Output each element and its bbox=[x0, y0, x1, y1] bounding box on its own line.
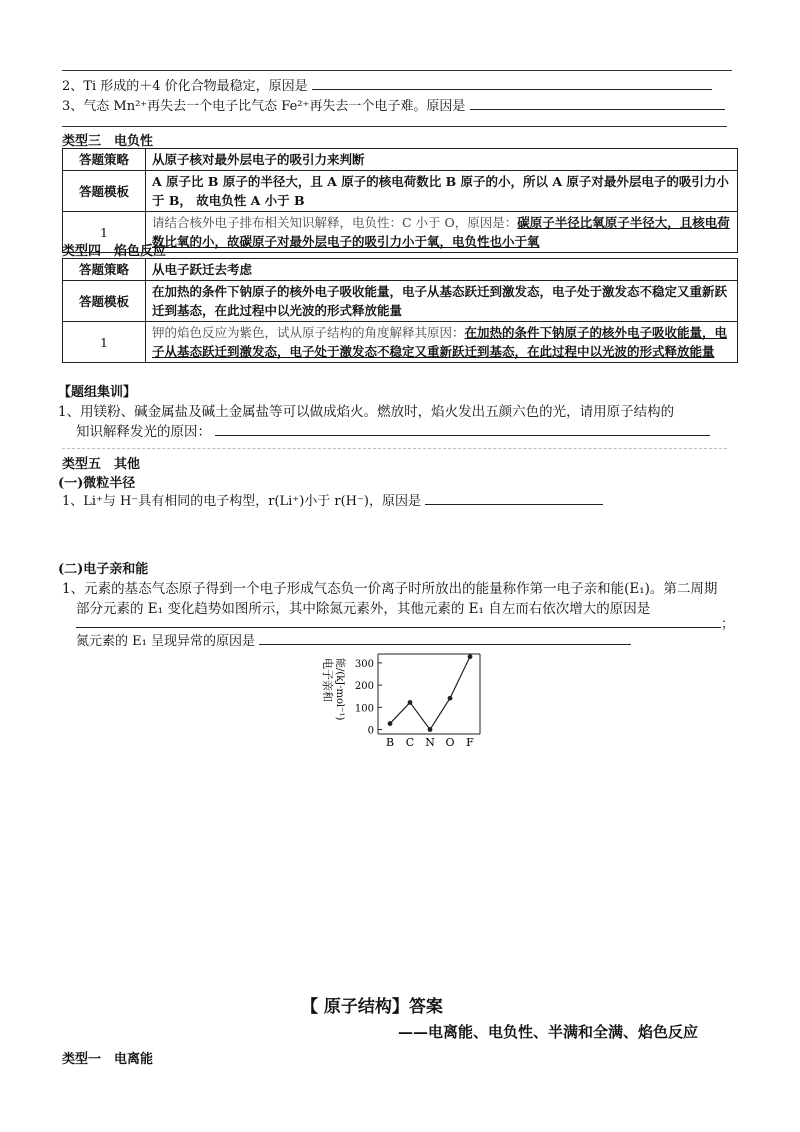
data-point-C bbox=[408, 700, 413, 705]
data-point-N bbox=[428, 727, 433, 732]
sub2-question-line4 bbox=[76, 630, 631, 649]
x-tick-label: B bbox=[385, 736, 395, 748]
question-number: 1 bbox=[63, 212, 146, 253]
answer-blank[interactable] bbox=[259, 644, 631, 645]
template-label: 答题模板 bbox=[63, 171, 146, 212]
answer-blank[interactable] bbox=[215, 435, 710, 436]
sub1-title: (一)微粒半径 bbox=[58, 476, 136, 491]
question-2-text: 2、Ti 形成的＋4 价化合物最稳定，原因是 bbox=[62, 79, 308, 94]
answer-blank[interactable] bbox=[76, 627, 721, 628]
question-3-text: 3、气态 Mn²⁺再失去一个电子比气态 Fe²⁺再失去一个电子难。原因是 bbox=[62, 99, 466, 114]
strategy-text: 从原子核对最外层电子的吸引力来判断 bbox=[146, 149, 738, 171]
question-cell bbox=[146, 212, 738, 253]
sub1-question-text: 1、Li⁺与 H⁻具有相同的电子构型，r(Li⁺)小于 r(H⁻)，原因是 bbox=[62, 494, 421, 509]
y-axis-label-line2: 能/(kJ·mol⁻¹) bbox=[334, 658, 345, 721]
y-tick-label: 300 bbox=[354, 658, 374, 670]
y-axis-label-line1: 电子亲和 bbox=[321, 658, 334, 702]
semicolon: ； bbox=[721, 617, 735, 632]
y-tick-label: 0 bbox=[367, 725, 374, 737]
data-point-O bbox=[448, 696, 453, 701]
series-line bbox=[390, 657, 470, 730]
y-tick-label: 200 bbox=[354, 681, 374, 693]
training-q1-line2-wrap bbox=[76, 420, 710, 440]
sub1-question bbox=[62, 490, 603, 509]
y-tick-label: 100 bbox=[354, 703, 374, 715]
question-3 bbox=[62, 95, 725, 114]
strategy-label: 答题策略 bbox=[63, 149, 146, 171]
question-text: 请结合核外电子排布相关知识解释，电负性：C 小于 O，原因是： bbox=[152, 215, 518, 230]
answer-text: 在加热的条件下钠原子的核外电子吸收能量，电子从基态跃迁到激发态，电子处于激发态不稳定又重新跃迁到基态，在此过程中以光波的形式释放能量 bbox=[152, 325, 728, 359]
x-tick-label: C bbox=[405, 736, 415, 748]
question-cell bbox=[146, 322, 738, 363]
strategy-label: 答题策略 bbox=[63, 259, 146, 281]
answer-text: 碳原子半径比氧原子半径大，且核电荷数比氧的小，故碳原子对最外层电子的吸引力小于氧，电负性也小于氧 bbox=[152, 215, 730, 249]
answer-blank-line bbox=[62, 70, 732, 71]
question-text: 钾的焰色反应为紫色，试从原子结构的角度解释其原因： bbox=[152, 325, 465, 340]
training-q1-line1: 1、用镁粉、碱金属盐及碱土金属盐等可以做成焰火。燃放时，焰火发出五颜六色的光，请用原子结构的 bbox=[58, 404, 675, 420]
x-tick-label: F bbox=[466, 736, 474, 748]
data-point-F bbox=[468, 654, 473, 659]
sub2-question-line4-text: 氮元素的 E₁ 呈现异常的原因是 bbox=[76, 634, 255, 649]
electron-affinity-chart bbox=[310, 648, 490, 748]
training-title: 【题组集训】 bbox=[58, 385, 137, 400]
x-tick-label: O bbox=[445, 736, 455, 748]
training-q1-line2: 知识解释发光的原因： bbox=[76, 424, 211, 440]
template-text: A 原子比 B 原子的半径大，且 A 原子的核电荷数比 B 原子的小，所以 A 原子对最外层电子的吸引力小于 B， 故电负性 A 小于 B bbox=[146, 171, 738, 212]
x-tick-label: N bbox=[425, 736, 435, 748]
type4-table bbox=[62, 258, 738, 363]
y-axis-label bbox=[321, 658, 347, 721]
type3-title: 类型三 电负性 bbox=[62, 134, 154, 149]
answer-subtitle: ——电离能、电负性、半满和全满、焰色反应 bbox=[398, 1023, 699, 1041]
answer-title: 【 原子结构】答案 bbox=[301, 997, 443, 1017]
data-point-B bbox=[388, 721, 393, 726]
strategy-text: 从电子跃迁去考虑 bbox=[146, 259, 738, 281]
answer-blank[interactable] bbox=[470, 109, 725, 110]
type5-title: 类型五 其他 bbox=[62, 457, 141, 472]
sub2-question-line1: 1、元素的基态气态原子得到一个电子形成气态负一价离子时所放出的能量称作第一电子亲和能(E₁)。第二周期 bbox=[62, 581, 718, 597]
answer-type1-title: 类型一 电离能 bbox=[62, 1052, 154, 1067]
dotted-divider bbox=[62, 448, 727, 449]
template-label: 答题模板 bbox=[63, 281, 146, 322]
template-text: 在加热的条件下钠原子的核外电子吸收能量，电子从基态跃迁到激发态，电子处于激发态不稳定又重新跃迁到基态，在此过程中以光波的形式释放能量 bbox=[146, 281, 738, 322]
question-2 bbox=[62, 75, 712, 94]
question-number: 1 bbox=[63, 322, 146, 363]
answer-blank[interactable] bbox=[425, 504, 603, 505]
type4-title: 类型四 焰色反应 bbox=[62, 244, 167, 259]
answer-blank[interactable] bbox=[312, 89, 712, 90]
type3-table bbox=[62, 148, 738, 253]
sub2-title: (二)电子亲和能 bbox=[58, 562, 149, 577]
answer-blank-line[interactable] bbox=[62, 126, 727, 127]
sub2-question-line2: 部分元素的 E₁ 变化趋势如图所示，其中除氮元素外，其他元素的 E₁ 自左而右依次增大的原因是 bbox=[76, 601, 651, 617]
